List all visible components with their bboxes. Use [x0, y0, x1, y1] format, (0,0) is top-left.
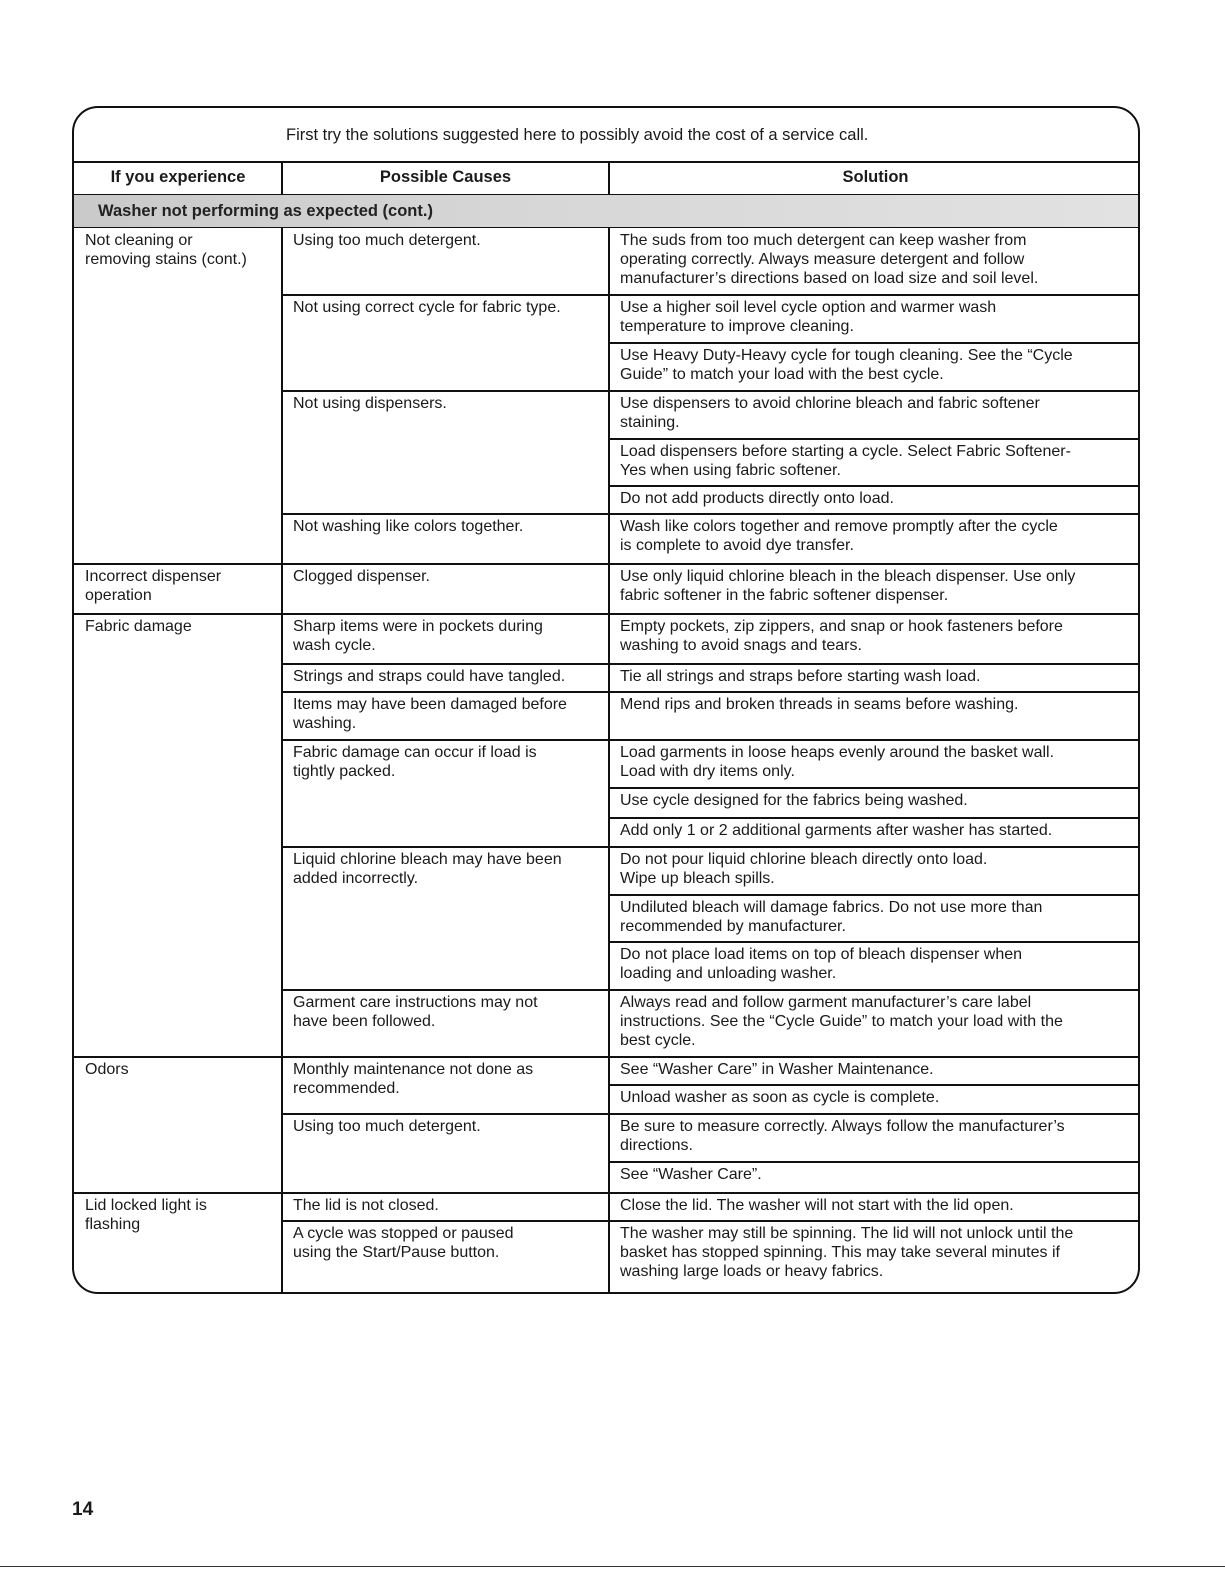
solution-cell: Mend rips and broken threads in seams before washing. — [620, 696, 1019, 713]
solution-cell: Wash like colors together and remove promptly after the cycle is complete to avoid dye transfer. — [620, 518, 1058, 554]
cause-cell: Clogged dispenser. — [293, 568, 430, 585]
row-divider — [282, 513, 1140, 515]
page-bottom-rule — [0, 1566, 1225, 1567]
header-solution: Solution — [842, 168, 909, 186]
solution-cell: Load dispensers before starting a cycle. Select Fabric Softener- Yes when using fabric softener. — [620, 443, 1071, 479]
solution-cell: Use Heavy Duty-Heavy cycle for tough cleaning. See the “Cycle Guide” to match your load with the best cycle. — [620, 347, 1073, 383]
solution-cell: See “Washer Care”. — [620, 1166, 762, 1183]
solution-cell: Load garments in loose heaps evenly around the basket wall. Load with dry items only. — [620, 744, 1055, 780]
cause-cell: Using too much detergent. — [293, 1118, 481, 1135]
column-divider — [608, 228, 610, 1294]
solution-cell: Undiluted bleach will damage fabrics. Do not use more than recommended by manufacturer. — [620, 899, 1043, 935]
solution-cell: Do not pour liquid chlorine bleach directly onto load. Wipe up bleach spills. — [620, 851, 988, 887]
row-divider — [74, 613, 1140, 615]
solution-cell: See “Washer Care” in Washer Maintenance. — [620, 1061, 934, 1078]
solution-cell: Unload washer as soon as cycle is complete. — [620, 1089, 940, 1106]
row-divider — [282, 294, 1140, 296]
cause-cell: Liquid chlorine bleach may have been added incorrectly. — [293, 851, 562, 887]
solution-cell: Do not add products directly onto load. — [620, 490, 894, 507]
row-divider — [609, 1161, 1140, 1163]
cause-cell: Strings and straps could have tangled. — [293, 668, 566, 685]
cause-cell: Not using correct cycle for fabric type. — [293, 299, 561, 316]
header-causes: Possible Causes — [379, 168, 512, 186]
column-divider — [608, 163, 610, 194]
solution-cell: The suds from too much detergent can keep washer from operating correctly. Always measure detergent and follow manufacturer’s directions based on load size and soil level. — [620, 232, 1039, 287]
cause-cell: Items may have been damaged before washing. — [293, 696, 567, 732]
row-divider — [282, 989, 1140, 991]
cause-cell: Not using dispensers. — [293, 395, 447, 412]
column-divider — [281, 163, 283, 194]
cause-cell: Sharp items were in pockets during wash cycle. — [293, 618, 543, 654]
experience-cell: Odors — [85, 1061, 129, 1078]
solution-cell: Use a higher soil level cycle option and warmer wash temperature to improve cleaning. — [620, 299, 997, 335]
solution-cell: Use cycle designed for the fabrics being washed. — [620, 792, 968, 809]
solution-cell: Empty pockets, zip zippers, and snap or hook fasteners before washing to avoid snags and tears. — [620, 618, 1063, 654]
cause-cell: Not washing like colors together. — [293, 518, 524, 535]
row-divider — [609, 941, 1140, 943]
row-divider — [282, 663, 1140, 665]
cause-cell: Garment care instructions may not have been followed. — [293, 994, 538, 1030]
row-divider — [74, 1192, 1140, 1194]
row-divider — [609, 817, 1140, 819]
row-divider — [282, 1113, 1140, 1115]
header-experience: If you experience — [110, 168, 246, 186]
solution-cell: Close the lid. The washer will not start with the lid open. — [620, 1197, 1014, 1214]
experience-cell: Lid locked light is flashing — [85, 1197, 207, 1233]
intro-text: First try the solutions suggested here to possibly avoid the cost of a service call. — [74, 108, 1138, 163]
solution-cell: Tie all strings and straps before starting wash load. — [620, 668, 981, 685]
row-divider — [74, 1056, 1140, 1058]
solution-cell: Always read and follow garment manufacturer’s care label instructions. See the “Cycle Guide” to match your load with the best cycle. — [620, 994, 1063, 1049]
row-divider — [282, 390, 1140, 392]
row-divider — [282, 739, 1140, 741]
row-divider — [282, 1220, 1140, 1222]
solution-cell: Do not place load items on top of bleach dispenser when loading and unloading washer. — [620, 946, 1023, 982]
solution-cell: Add only 1 or 2 additional garments after washer has started. — [620, 822, 1053, 839]
section-title: Washer not performing as expected (cont.) — [74, 194, 1138, 228]
row-divider — [609, 787, 1140, 789]
row-divider — [282, 846, 1140, 848]
solution-cell: Use only liquid chlorine bleach in the bleach dispenser. Use only fabric softener in the fabric softener dispenser. — [620, 568, 1076, 604]
troubleshooting-table — [72, 106, 1140, 1294]
row-divider — [74, 563, 1140, 565]
experience-cell: Not cleaning or removing stains (cont.) — [85, 232, 247, 268]
cause-cell: The lid is not closed. — [293, 1197, 439, 1214]
row-divider — [609, 485, 1140, 487]
column-divider — [281, 228, 283, 1294]
row-divider — [609, 342, 1140, 344]
row-divider — [609, 438, 1140, 440]
cause-cell: Fabric damage can occur if load is tightly packed. — [293, 744, 537, 780]
solution-cell: Use dispensers to avoid chlorine bleach and fabric softener staining. — [620, 395, 1040, 431]
cause-cell: Monthly maintenance not done as recommended. — [293, 1061, 534, 1097]
experience-cell: Fabric damage — [85, 618, 192, 635]
solution-cell: Be sure to measure correctly. Always follow the manufacturer’s directions. — [620, 1118, 1065, 1154]
row-divider — [609, 1084, 1140, 1086]
page-number: 14 — [72, 1499, 94, 1520]
experience-cell: Incorrect dispenser operation — [85, 568, 222, 604]
row-divider — [609, 894, 1140, 896]
row-divider — [282, 691, 1140, 693]
cause-cell: Using too much detergent. — [293, 232, 481, 249]
solution-cell: The washer may still be spinning. The lid will not unlock until the basket has stopped spinning. This may take several minutes if washing large loads or heavy fabrics. — [620, 1225, 1074, 1280]
cause-cell: A cycle was stopped or paused using the Start/Pause button. — [293, 1225, 514, 1261]
